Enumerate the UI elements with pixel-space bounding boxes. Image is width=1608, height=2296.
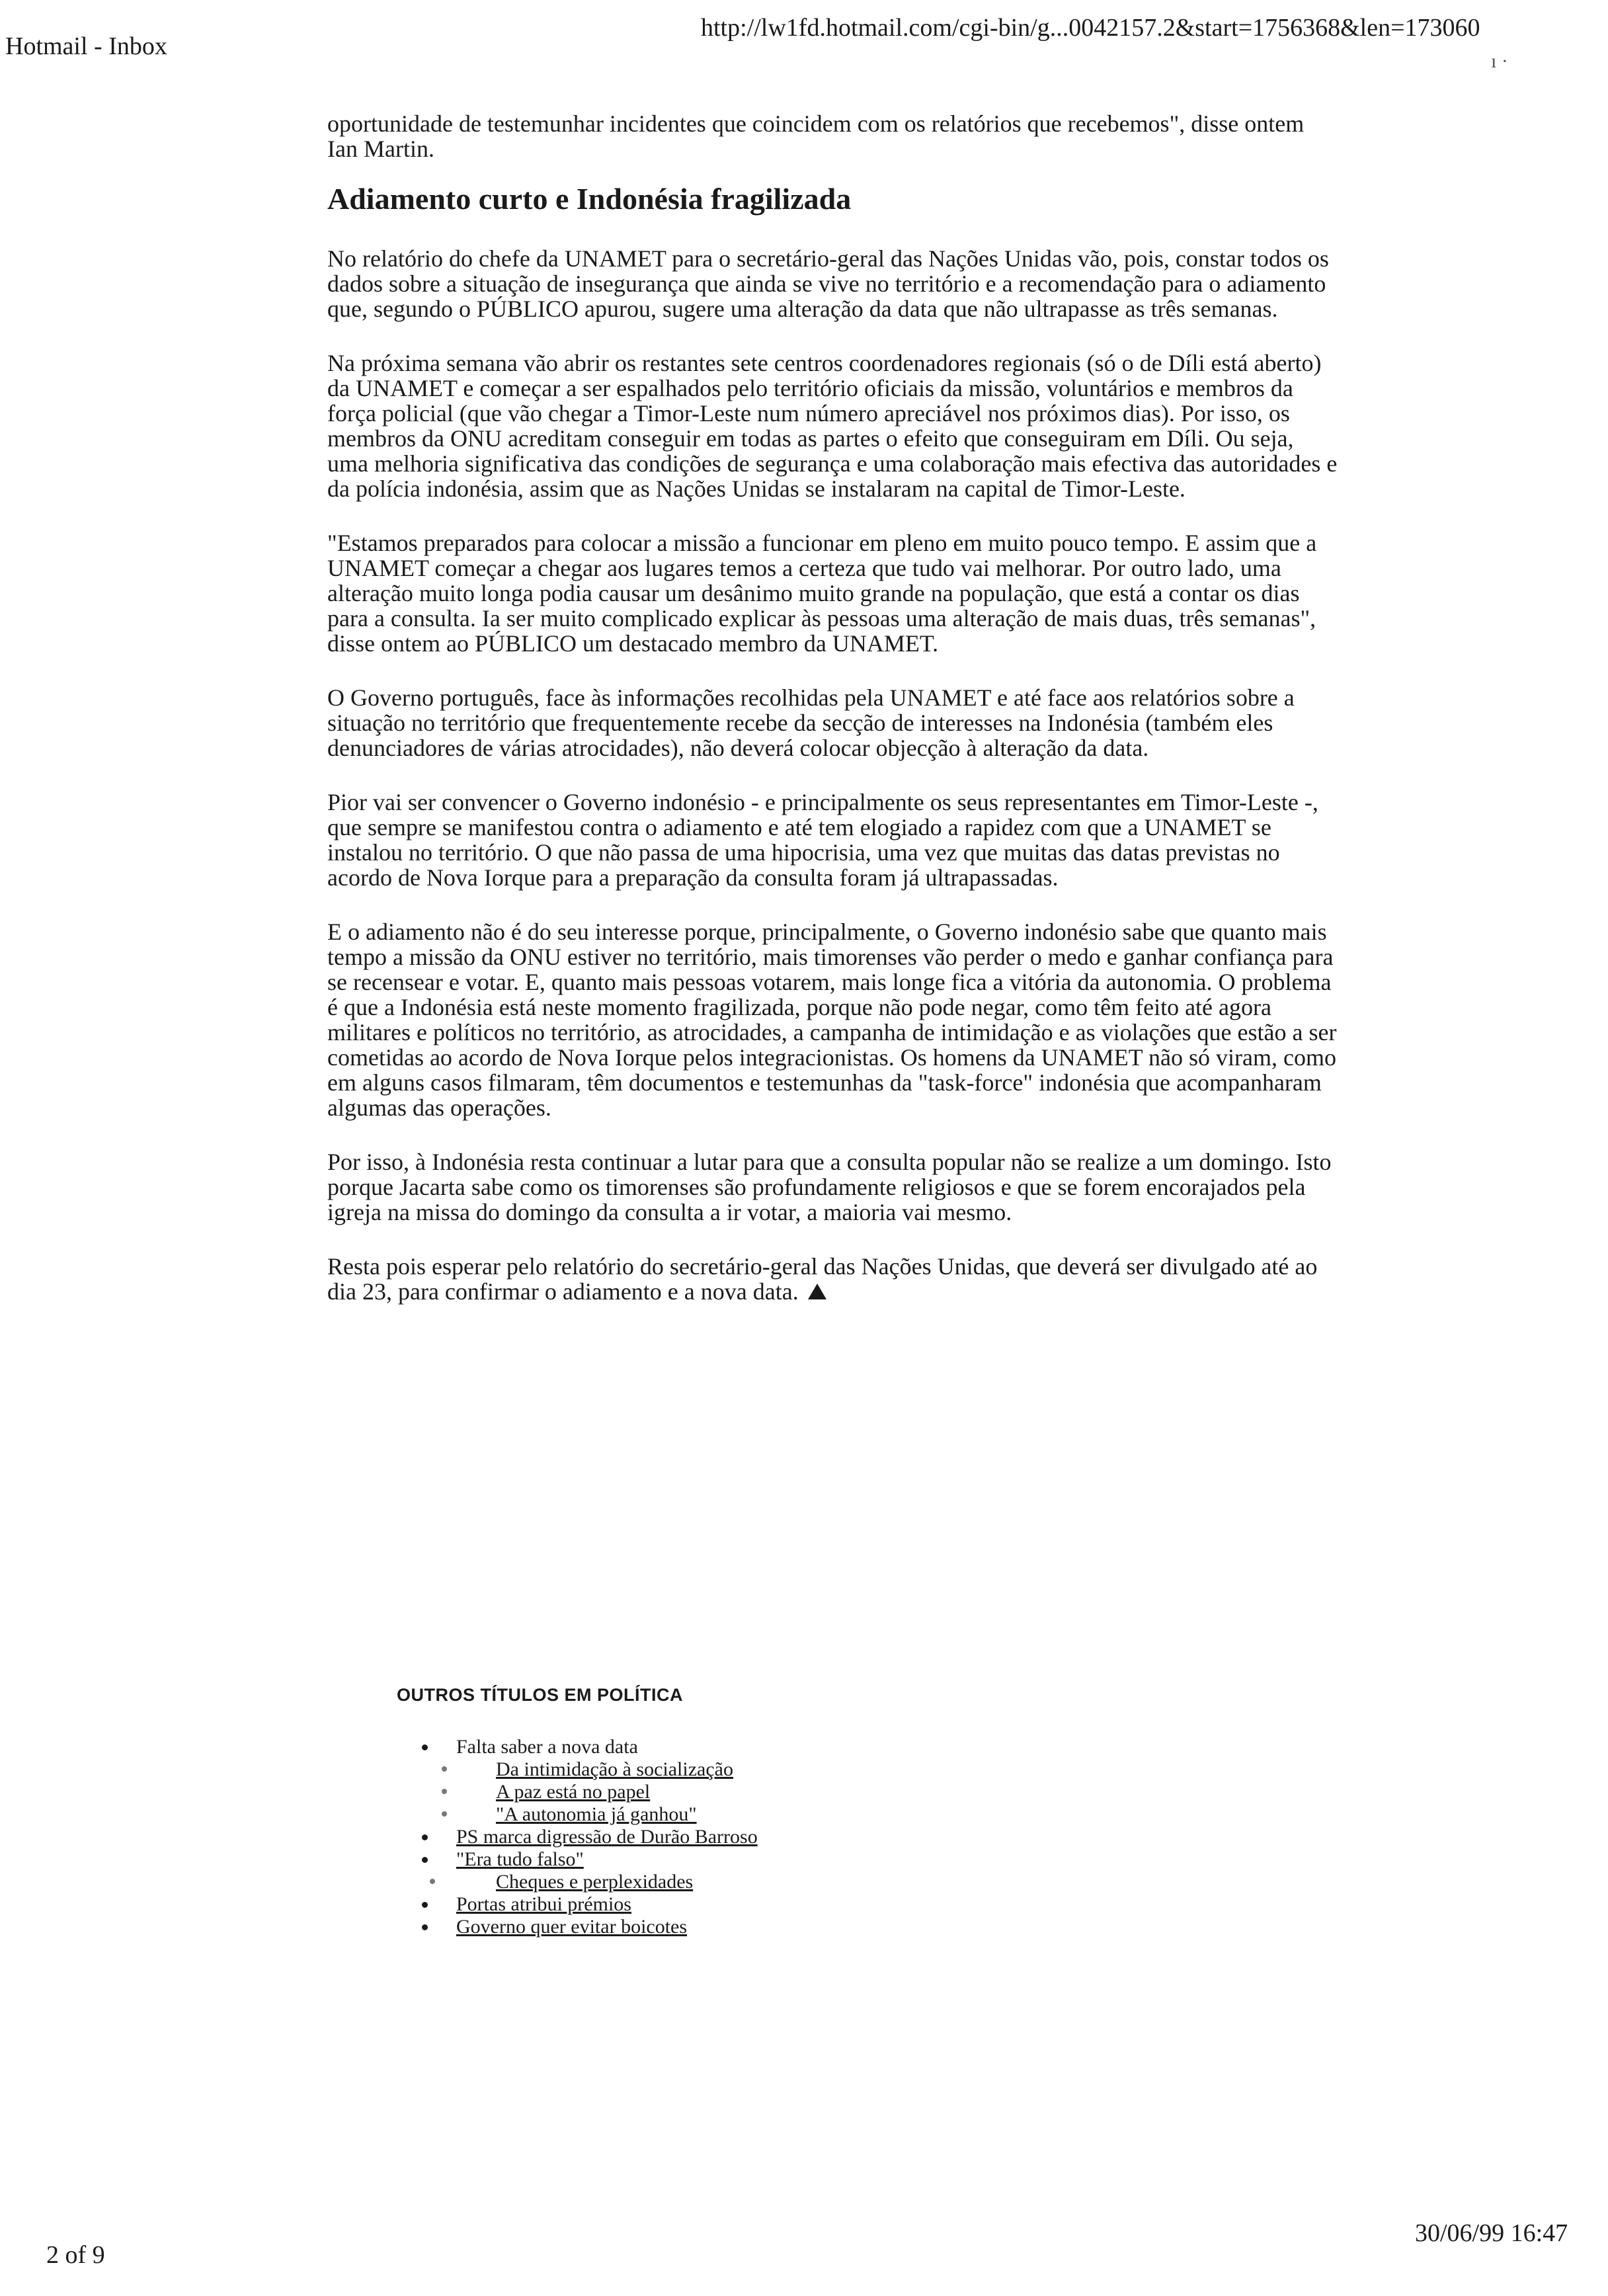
related-link[interactable]: Governo quer evitar boicotes (456, 1916, 688, 1938)
related-link[interactable]: PS marca digressão de Durão Barroso (456, 1826, 758, 1848)
article-paragraph: Na próxima semana vão abrir os restantes sete centros coordenadores regionais (só o de Díli está aberto) da UNAMET e começar a ser espalhados pelo território oficiais da missão, voluntários e membros da força policial (que vão chegar a Timor-Leste num número apreciável nos próximos dias). Por isso, os membros da ONU acreditam conseguir em todas as partes o efeito que conseguiram em Díli. Ou seja, uma melhoria significativa das condições de segurança e uma colaboração mais efectiva das autoridades e da polícia indonésia, assim que as Nações Unidas se instalaram na capital de Timor-Leste. (327, 350, 1338, 502)
related-item (397, 1736, 1256, 1758)
related-item (397, 1893, 1256, 1916)
related-item (397, 1758, 1256, 1781)
article-paragraph: O Governo português, face às informações recolhidas pela UNAMET e até face aos relatórios sobre a situação no território que frequentemente recebe da secção de interesses na Indonésia (também eles denunciadores de várias atrocidades), não deverá colocar objecção à alteração da data. (327, 684, 1295, 761)
related-item (397, 1848, 1256, 1871)
article-heading: Adiamento curto e Indonésia fragilizada (327, 182, 852, 216)
end-triangle-icon (808, 1284, 826, 1299)
article-paragraph: "Estamos preparados para colocar a missão a funcionar em pleno em muito pouco tempo. E assim que a UNAMET começar a chegar aos lugares temos a certeza que tudo vai melhorar. Por outro lado, uma alteração muito longa podia causar um desânimo muito grande na população, que está a contar os dias para a consulta. Ia ser muito complicado explicar às pessoas uma alteração de mais duas, três semanas", disse ontem ao PÚBLICO um destacado membro da UNAMET. (327, 530, 1317, 657)
article-closing (327, 1254, 1339, 1304)
related-item (397, 1871, 1256, 1893)
article-paragraph: Pior vai ser convencer o Governo indonésio - e principalmente os seus representantes em Timor-Leste -, que sempre se manifestou contra o adiamento e até tem elogiado a rapidez com que a UNAMET se instalou no território. O que não passa de uma hipocrisia, uma vez que muitas das datas previstas no acordo de Nova Iorque para a preparação da consulta foram já ultrapassadas. (327, 789, 1318, 891)
page-counter: 2 of 9 (46, 2241, 105, 2269)
sub-bullet-icon (442, 1811, 447, 1817)
related-link[interactable]: Portas atribui prémios (456, 1893, 631, 1915)
sub-bullet-icon (442, 1789, 447, 1794)
window-title: Hotmail - Inbox (5, 32, 167, 60)
related-link[interactable]: Da intimidação à socialização (496, 1758, 733, 1780)
page-url: http://lw1fd.hotmail.com/cgi-bin/g...0042157.2&start=1756368&len=173060 (701, 14, 1480, 42)
header-mark: ı · (1491, 50, 1508, 72)
related-item (397, 1826, 1256, 1848)
related-link[interactable]: A paz está no papel (496, 1781, 651, 1803)
related-titles (397, 1685, 1256, 1938)
article-paragraph: E o adiamento não é do seu interesse porque, principalmente, o Governo indonésio sabe que quanto mais tempo a missão da ONU estiver no território, mais timorenses vão perder o medo e ganhar confiança para se recensear e votar. E, quanto mais pessoas votarem, mais longe fica a vitória da autonomia. O problema é que a Indonésia está neste momento fragilizada, porque não pode negar, como têm feito até agora militares e políticos no território, as atrocidades, a campanha de intimidação e as violações que estão a ser cometidas ao acordo de Nova Iorque pelos integracionistas. Os homens da UNAMET não só viram, como em alguns casos filmaram, têm documentos e testemunhas da "task-force" indonésia que acompanharam algumas das operações. (327, 919, 1337, 1121)
article-paragraph: No relatório do chefe da UNAMET para o secretário-geral das Nações Unidas vão, pois, constar todos os dados sobre a situação de insegurança que ainda se vive no território e a recomendação para o adiamento que, segundo o PÚBLICO apurou, sugere uma alteração da data que não ultrapasse as três semanas. (327, 245, 1329, 322)
bullet-icon (422, 1924, 428, 1930)
sub-bullet-icon (442, 1766, 447, 1772)
print-datetime: 30/06/99 16:47 (1415, 2219, 1568, 2247)
related-item (397, 1781, 1256, 1803)
bullet-icon (422, 1834, 428, 1840)
bullet-icon (422, 1857, 428, 1863)
related-item-label: Falta saber a nova data (456, 1736, 638, 1758)
article-body (327, 111, 1339, 1333)
article-paragraph: Por isso, à Indonésia resta continuar a lutar para que a consulta popular não se realize a um domingo. Isto porque Jacarta sabe como os timorenses são profundamente religiosos e que se forem encorajados pela igreja na missa do domingo da consulta a ir votar, a maioria vai mesmo. (327, 1149, 1332, 1225)
related-titles-heading: OUTROS TÍTULOS EM POLÍTICA (397, 1685, 683, 1705)
related-link[interactable]: "A autonomia já ganhou" (496, 1803, 697, 1825)
bullet-icon (422, 1744, 428, 1750)
article-closing-text: Resta pois esperar pelo relatório do secretário-geral das Nações Unidas, que deverá ser divulgado até ao dia 23, para confirmar o adiamento e a nova data. (327, 1253, 1318, 1305)
related-link[interactable]: Cheques e perplexidades (496, 1871, 694, 1893)
sub-bullet-icon (430, 1879, 435, 1884)
related-titles-list (397, 1736, 1256, 1938)
related-item (397, 1916, 1256, 1938)
related-link[interactable]: "Era tudo falso" (456, 1848, 584, 1870)
article-intro: oportunidade de testemunhar incidentes que coincidem com os relatórios que recebemos", disse ontem Ian Martin. (327, 110, 1305, 162)
related-item (397, 1803, 1256, 1826)
bullet-icon (422, 1902, 428, 1908)
